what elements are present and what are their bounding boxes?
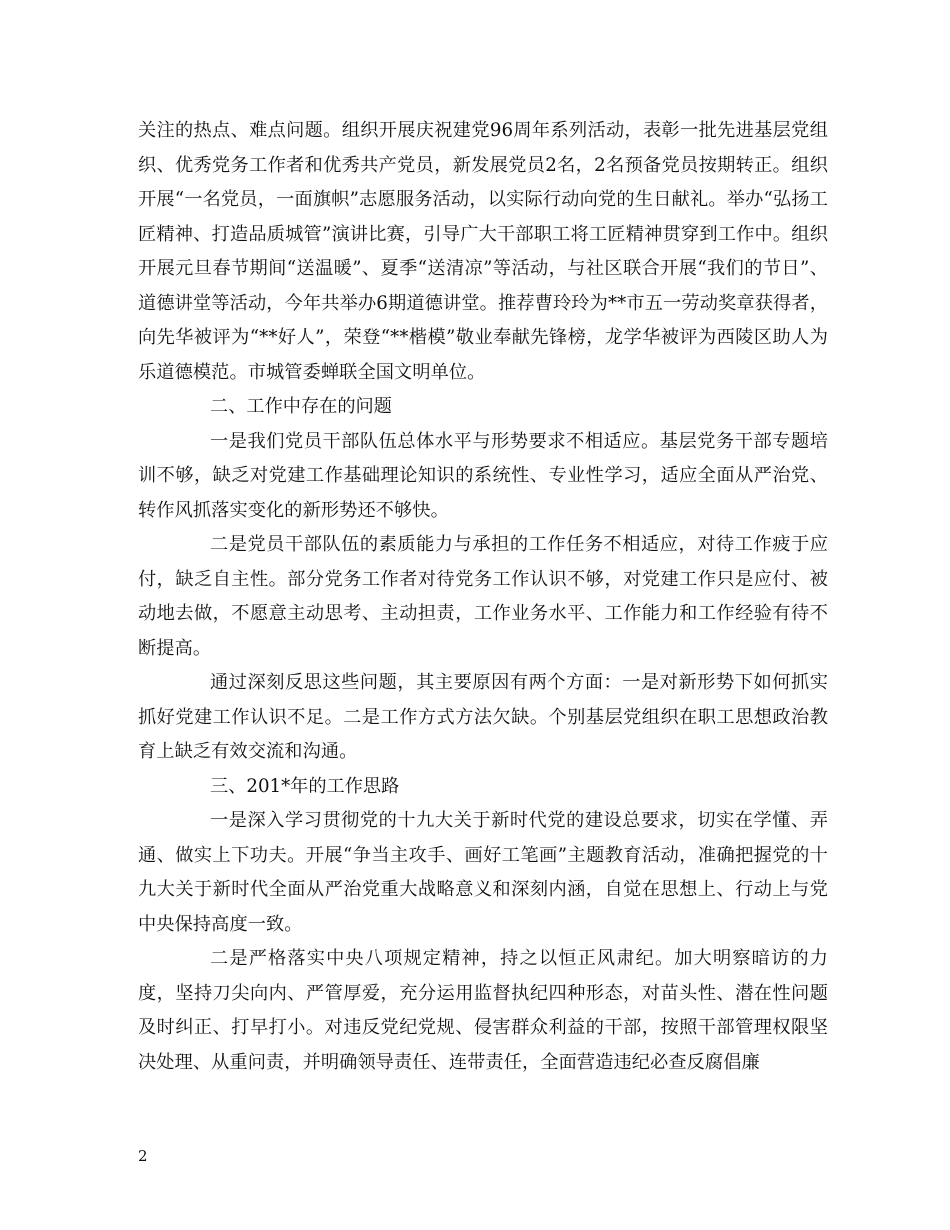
section-heading-work-plan: 三、201*年的工作思路 — [210, 775, 400, 797]
document-page — [138, 114, 828, 1080]
page-number: 2 — [138, 1147, 148, 1165]
paragraph-plan-one: 一是深入学习贯彻党的十九大关于新时代党的建设总要求，切实在学懂、弄通、做实上下功夫。开展“争当主攻手、画好工笔画”主题教育活动，准确把握党的十九大关于新时代全面从严治党重大战略意义和深刻内涵，自觉在思想上、行动上与党中央保持高度一致。 — [138, 810, 828, 935]
section-heading-problems: 二、工作中存在的问题 — [210, 396, 392, 417]
paragraph-causes: 通过深刻反思这些问题，其主要原因有两个方面：一是对新形势下如何抓实抓好党建工作认识不足。二是工作方式方法欠缺。个别基层党组织在职工思想政治教育上缺乏有效交流和沟通。 — [138, 672, 828, 762]
paragraph-activities-continued: 关注的热点、难点问题。组织开展庆祝建党96周年系列活动，表彰一批先进基层党组织、优秀党务工作者和优秀共产党员，新发展党员2名，2名预备党员按期转正。组织开展“一名党员，一面旗帜”志愿服务活动，以实际行动向党的生日献礼。举办“弘扬工匠精神、打造品质城管”演讲比赛，引导广大干部职工将工匠精神贯穿到工作中。组织开展元旦春节期间“送温暖”、夏季“送清凉”等活动，与社区联合开展“我们的节日”、道德讲堂等活动，今年共举办6期道德讲堂。推荐曹玲玲为**市五一劳动奖章获得者，向先华被评为“**好人”，荣登“**楷模”敬业奉献先锋榜，龙学华被评为西陵区助人为乐道德模范。市城管委蝉联全国文明单位。 — [138, 120, 828, 383]
paragraph-problem-one: 一是我们党员干部队伍总体水平与形势要求不相适应。基层党务干部专题培训不够，缺乏对党建工作基础理论知识的系统性、专业性学习，适应全面从严治党、转作风抓落实变化的新形势还不够快。 — [138, 430, 828, 521]
paragraph-plan-two: 二是严格落实中央八项规定精神，持之以恒正风肃纪。加大明察暗访的力度，坚持刀尖向内、严管厚爱，充分运用监督执纪四种形态，对苗头性、潜在性问题及时纠正、打早打小。对违反党纪党规、侵害群众利益的干部，按照干部管理权限坚决处理、从重问责，并明确领导责任、连带责任，全面营造违纪必查反腐倡廉 — [138, 948, 828, 1073]
paragraph-problem-two: 二是党员干部队伍的素质能力与承担的工作任务不相适应，对待工作疲于应付，缺乏自主性。部分党务工作者对待党务工作认识不够，对党建工作只是应付、被动地去做，不愿意主动思考、主动担责，工作业务水平、工作能力和工作经验有待不断提高。 — [138, 534, 828, 659]
